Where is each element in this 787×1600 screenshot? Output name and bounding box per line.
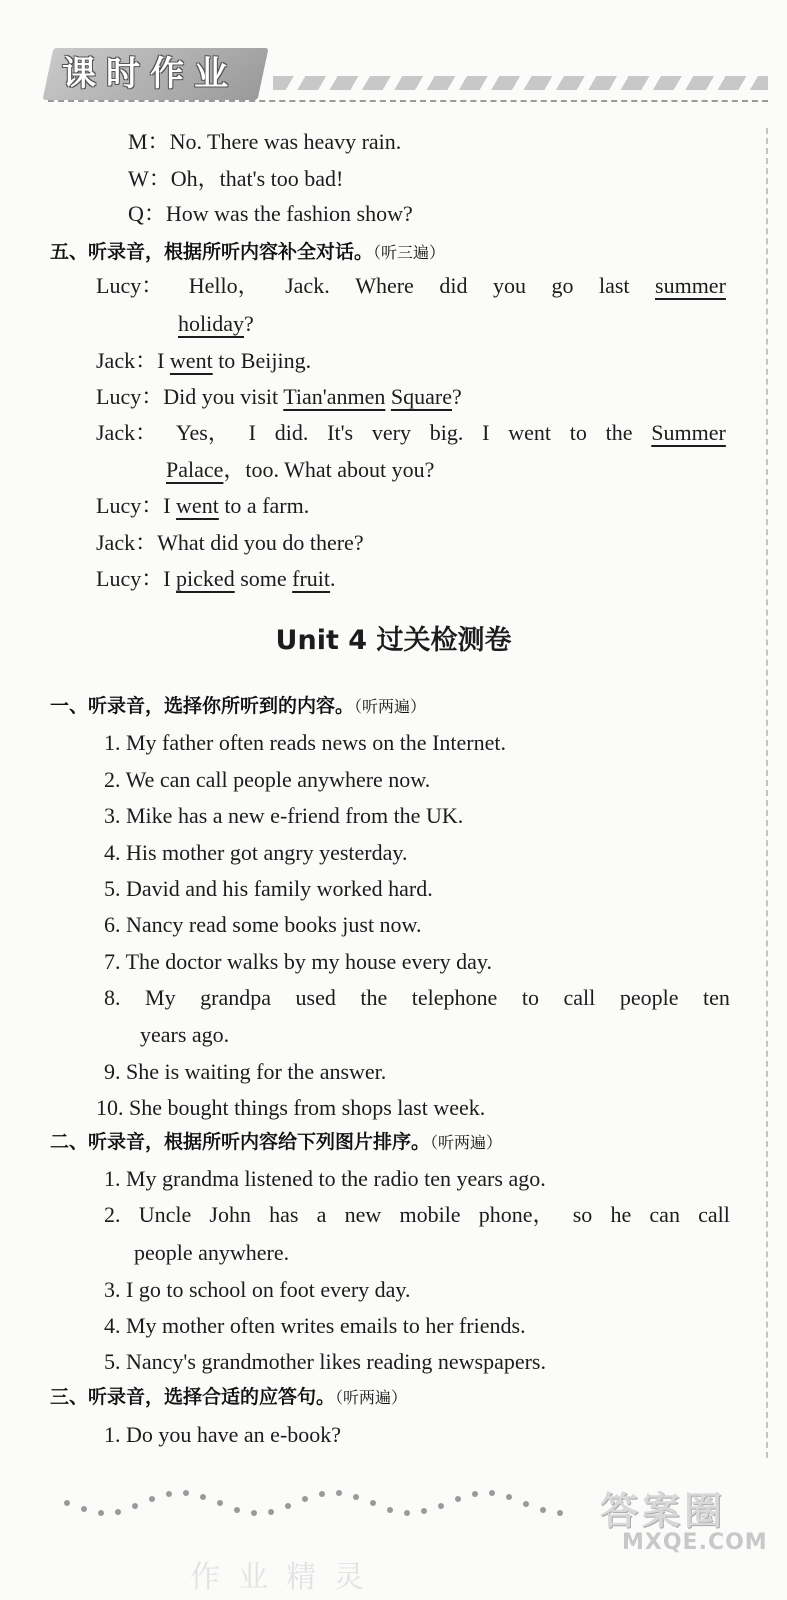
dialogue-line: Lucy：Did you visit Tian'anmen Square? <box>96 384 462 409</box>
list-item: 1. Do you have an e-book? <box>104 1422 342 1447</box>
list-item-continuation: people anywhere. <box>134 1240 290 1265</box>
dialogue-line: Lucy：I went to a farm. <box>96 493 310 518</box>
footer-dot <box>370 1500 376 1506</box>
dialogue-line: holiday? <box>178 311 254 336</box>
footer-dot <box>132 1503 138 1509</box>
watermark-url: MXQE.COM <box>622 1530 768 1555</box>
answer-blank: holiday <box>178 311 244 336</box>
answer-blank: went <box>169 348 213 373</box>
list-item: 9. She is waiting for the answer. <box>104 1059 387 1084</box>
footer-dot <box>404 1510 410 1516</box>
footer-dot <box>489 1490 495 1496</box>
list-item-continuation: years ago. <box>140 1022 230 1047</box>
dialogue-line: M：No. There was heavy rain. <box>128 129 402 154</box>
footer-dot <box>81 1506 87 1512</box>
answer-blank: picked <box>176 566 235 591</box>
answer-blank: fruit <box>292 566 331 591</box>
list-item: 4. My mother often writes emails to her friends. <box>104 1313 526 1338</box>
footer-dot <box>421 1508 427 1514</box>
footer-dot <box>455 1496 461 1502</box>
footer-dot <box>319 1491 325 1497</box>
list-item: 1. My grandma listened to the radio ten years ago. <box>104 1166 546 1191</box>
list-item: 2. Uncle John has a new mobile phone， so he can call <box>104 1202 730 1227</box>
list-item: 7. The doctor walks by my house every day. <box>104 949 492 974</box>
footer-dot <box>268 1509 274 1515</box>
section-heading-5: 五、听录音，根据所听内容补全对话。（听三遍） <box>50 241 446 263</box>
dialogue-line: Jack： Yes， I did. It's very big. I went to the Summer <box>96 420 726 445</box>
dialogue-line: W：Oh，that's too bad! <box>128 166 344 191</box>
section-heading-2: 二、听录音，根据所听内容给下列图片排序。（听两遍） <box>50 1131 503 1153</box>
answer-blank: summer <box>655 273 726 298</box>
section-heading-1: 一、听录音，选择你所听到的内容。（听两遍） <box>50 695 427 717</box>
header-divider <box>48 100 768 102</box>
footer-dot <box>183 1490 189 1496</box>
footer-dot <box>387 1507 393 1513</box>
footer-dot <box>557 1510 563 1516</box>
list-item: 8. My grandpa used the telephone to call people ten <box>104 985 730 1010</box>
header-title: 课时作业 <box>62 54 238 94</box>
margin-rule <box>766 128 768 1458</box>
footer-dot <box>64 1500 70 1506</box>
footer-dot <box>149 1496 155 1502</box>
footer-dot <box>251 1510 257 1516</box>
answer-blank: went <box>176 493 219 518</box>
list-item: 1. My father often reads news on the Internet. <box>104 730 506 755</box>
dialogue-line: Palace，too. What about you? <box>166 457 435 482</box>
footer-dot <box>438 1503 444 1509</box>
section-heading-3: 三、听录音，选择合适的应答句。（听两遍） <box>50 1386 408 1408</box>
watermark-logo: 答案圈 <box>600 1489 727 1533</box>
list-item: 2. We can call people anywhere now. <box>104 767 431 792</box>
footer-dot <box>285 1503 291 1509</box>
footer-dot <box>302 1496 308 1502</box>
unit-title: Unit 4 过关检测卷 <box>275 625 512 656</box>
footer-dot <box>353 1494 359 1500</box>
footer-dot <box>336 1490 342 1496</box>
footer-dots <box>64 1486 584 1526</box>
footer-dot <box>217 1500 223 1506</box>
footer-dot <box>523 1501 529 1507</box>
footer-dot <box>540 1507 546 1513</box>
answer-blank: Tian'anmen <box>283 384 386 409</box>
footer-dot <box>166 1491 172 1497</box>
footer-dot <box>472 1491 478 1497</box>
footer-dot <box>234 1507 240 1513</box>
list-item: 5. Nancy's grandmother likes reading newspapers. <box>104 1349 546 1374</box>
dialogue-line: Lucy：I picked some fruit. <box>96 566 336 591</box>
footer-dot <box>98 1510 104 1516</box>
footer-dot <box>115 1509 121 1515</box>
list-item: 6. Nancy read some books just now. <box>104 912 422 937</box>
answer-blank: Palace <box>166 457 224 482</box>
watermark-text: 作业精灵 <box>190 1560 382 1595</box>
footer-dot <box>506 1494 512 1500</box>
dialogue-line: Jack：What did you do there? <box>96 530 364 555</box>
list-item: 3. Mike has a new e-friend from the UK. <box>104 803 464 828</box>
list-item: 10. She bought things from shops last week. <box>96 1095 486 1120</box>
dialogue-line: Q：How was the fashion show? <box>128 201 413 226</box>
list-item: 3. I go to school on foot every day. <box>104 1277 411 1302</box>
dialogue-line: Lucy： Hello， Jack. Where did you go last summer <box>96 273 726 298</box>
dialogue-line: Jack：I went to Beijing. <box>96 348 312 373</box>
header-stripes <box>273 76 768 90</box>
answer-blank: Square <box>390 384 452 409</box>
list-item: 5. David and his family worked hard. <box>104 876 433 901</box>
footer-dot <box>200 1494 206 1500</box>
page-header <box>48 42 768 102</box>
list-item: 4. His mother got angry yesterday. <box>104 840 408 865</box>
answer-blank: Summer <box>651 420 726 445</box>
